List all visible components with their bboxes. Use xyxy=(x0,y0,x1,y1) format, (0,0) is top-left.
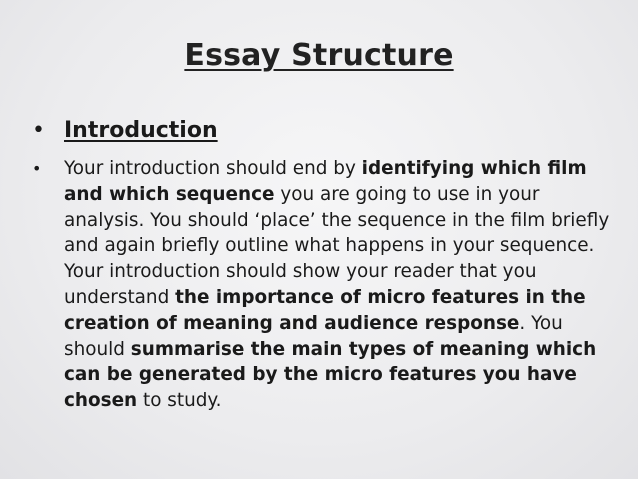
slide-title: Essay Structure xyxy=(184,38,454,73)
bullet-heading xyxy=(30,114,615,148)
paragraph-text xyxy=(64,158,609,411)
text-segment: you are going to use in your analysis. You should ‘place’ the sequence in the film briefly and again briefly outline what happens in your sequence. Your introduction should show your reader that you understand xyxy=(64,183,610,308)
text-segment-bold: summarise the main types of meaning which can be generated by the micro features you have chosen xyxy=(64,338,597,412)
text-segment: to study. xyxy=(137,390,222,412)
bullet-list xyxy=(30,114,615,414)
text-segment-bold: identifying which film and which sequence xyxy=(64,158,587,205)
bullet-icon: • xyxy=(32,159,42,178)
section-heading: Introduction xyxy=(64,118,218,143)
text-segment: Your introduction should end by xyxy=(64,158,362,179)
bullet-icon: • xyxy=(32,118,45,143)
text-segment: . You should xyxy=(64,312,563,360)
text-segment-bold: the importance of micro features in the creation of meaning and audience response xyxy=(64,286,586,334)
bullet-paragraph xyxy=(30,156,615,414)
